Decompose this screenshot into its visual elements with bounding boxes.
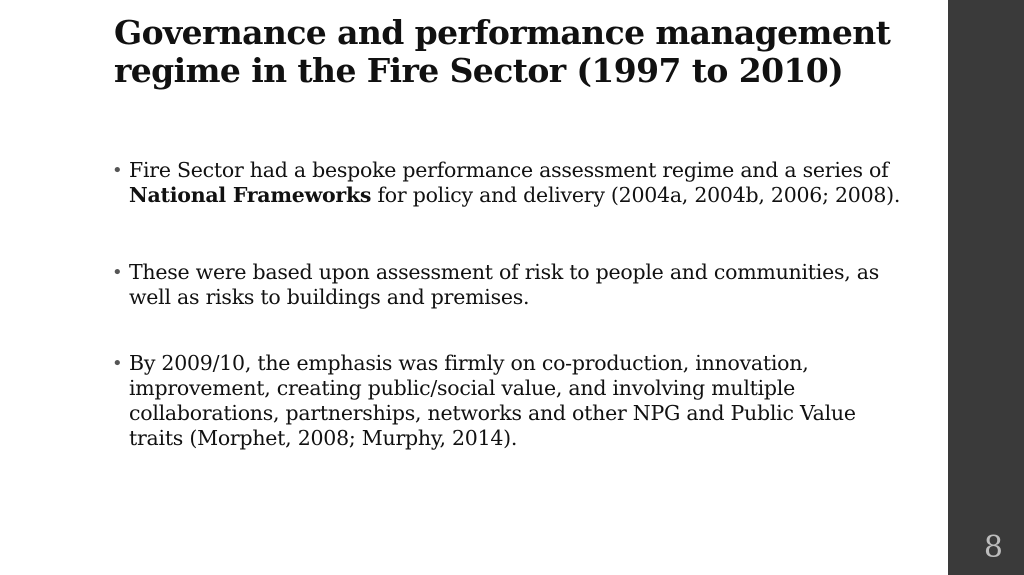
page-number: 8 (983, 530, 1003, 565)
slide-title: Governance and performance management regime in the Fire Sector (1997 to 2010) (114, 13, 891, 90)
bullet-item (112, 351, 912, 451)
bullet-list (112, 158, 912, 503)
bullet-item (112, 158, 912, 208)
side-bar (948, 0, 1024, 575)
bullet-marker: • (112, 262, 123, 283)
bullet-marker: • (112, 353, 123, 374)
bullet-text: These were based upon assessment of risk to people and communities, as well as risks to buildings and premises. (129, 260, 880, 309)
bullet-marker: • (112, 160, 123, 181)
bullet-text: By 2009/10, the emphasis was firmly on co-production, innovation, improvement, creating public/social value, and involving multiple collaborations, partnerships, networks and other NPG and Public Value traits (Morphet, 2008; Murphy, 2014). (129, 351, 856, 450)
bullet-text-continuation: for policy and delivery (2004a, 2004b, 2006; 2008). (371, 183, 901, 207)
bullet-text: Fire Sector had a bespoke performance assessment regime and a series of (129, 158, 889, 182)
bullet-emphasis: National Frameworks (129, 183, 372, 207)
bullet-item (112, 260, 912, 310)
